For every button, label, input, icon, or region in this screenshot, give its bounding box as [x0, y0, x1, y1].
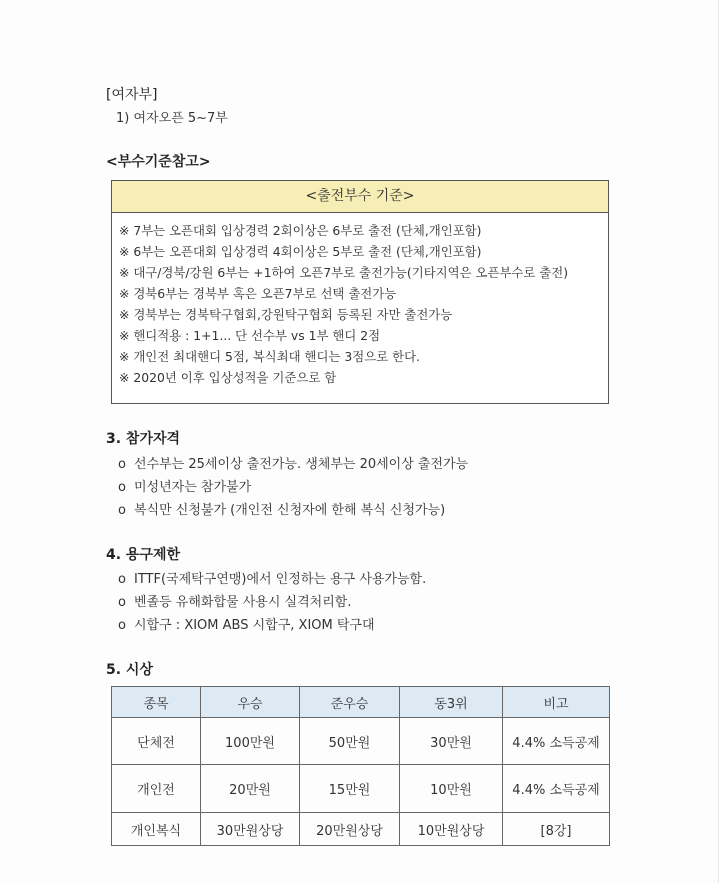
table-cell: 100만원 — [201, 718, 300, 765]
criteria-list — [112, 213, 608, 388]
table-cell: 30만원 — [400, 718, 503, 765]
table-cell: 4.4% 소득공제 — [503, 718, 610, 765]
equipment-item — [118, 614, 375, 633]
table-cell: 20만원 — [201, 765, 300, 813]
division-criteria-box — [111, 180, 609, 404]
table-cell: [8강] — [503, 813, 610, 846]
equipment-text: 벤졸등 유해화합물 사용시 실격처리함. — [134, 595, 352, 610]
table-row — [112, 813, 610, 846]
criteria-row: ※ 경북부는 경북탁구협회,강원탁구협회 등록된 자만 출전가능 — [119, 307, 453, 322]
table-row — [112, 718, 610, 765]
criteria-row: ※ 7부는 오픈대회 입상경력 2회이상은 6부로 출전 (단체,개인포함) — [119, 223, 482, 238]
criteria-box-title: <출전부수 기준> — [112, 181, 608, 213]
equipment-text: 시합구 : XIOM ABS 시합구, XIOM 탁구대 — [134, 618, 375, 633]
table-cell: 20만원상당 — [300, 813, 400, 846]
awards-table — [111, 686, 610, 846]
criteria-row: ※ 개인전 최대핸디 5점, 복식최대 핸디는 3점으로 한다. — [119, 349, 420, 364]
equipment-heading: 4. 용구제한 — [106, 547, 181, 563]
table-cell: 10만원상당 — [400, 813, 503, 846]
eligibility-item — [118, 499, 445, 518]
awards-heading: 5. 시상 — [106, 662, 153, 678]
table-cell: 개인전 — [112, 765, 201, 813]
table-cell: 10만원 — [400, 765, 503, 813]
equipment-item — [118, 591, 351, 610]
column-header: 비고 — [503, 687, 610, 718]
column-header: 종목 — [112, 687, 201, 718]
table-cell: 단체전 — [112, 718, 201, 765]
column-header: 우승 — [201, 687, 300, 718]
criteria-row: ※ 6부는 오픈대회 입상경력 4회이상은 5부로 출전 (단체,개인포함) — [119, 244, 482, 259]
table-header-row — [112, 687, 610, 718]
table-cell: 30만원상당 — [201, 813, 300, 846]
table-cell: 개인복식 — [112, 813, 201, 846]
bullet-marker: o — [118, 503, 126, 518]
table-cell: 50만원 — [300, 718, 400, 765]
criteria-row: ※ 경북6부는 경북부 혹은 오픈7부로 선택 출전가능 — [119, 286, 397, 301]
eligibility-item — [118, 476, 251, 495]
eligibility-text: 복식만 신청불가 (개인전 신청자에 한해 복식 신청가능) — [134, 503, 446, 518]
bullet-marker: o — [118, 457, 126, 472]
column-header: 준우승 — [300, 687, 400, 718]
table-row — [112, 765, 610, 813]
bullet-marker: o — [118, 480, 126, 495]
table-cell: 15만원 — [300, 765, 400, 813]
bullet-marker: o — [118, 618, 126, 633]
criteria-row: ※ 2020년 이후 입상성적을 기준으로 함 — [119, 370, 337, 385]
equipment-item — [118, 568, 426, 587]
column-header: 동3위 — [400, 687, 503, 718]
criteria-row: ※ 대구/경북/강원 6부는 +1하여 오픈7부로 출전가능(기타지역은 오픈부수로 출전) — [119, 265, 569, 280]
eligibility-text: 선수부는 25세이상 출전가능. 생체부는 20세이상 출전가능 — [134, 457, 469, 472]
criteria-row: ※ 핸디적용 : 1+1... 단 선수부 vs 1부 핸디 2점 — [119, 328, 381, 343]
bullet-marker: o — [118, 595, 126, 610]
eligibility-item — [118, 453, 468, 472]
eligibility-heading: 3. 참가자격 — [106, 431, 181, 447]
women-item: 1) 여자오픈 5~7부 — [116, 111, 228, 126]
table-cell: 4.4% 소득공제 — [503, 765, 610, 813]
women-heading: [여자부] — [106, 87, 158, 103]
eligibility-text: 미성년자는 참가불가 — [134, 480, 252, 495]
division-ref-heading: <부수기준참고> — [106, 154, 211, 170]
bullet-marker: o — [118, 572, 126, 587]
equipment-text: ITTF(국제탁구연맹)에서 인정하는 용구 사용가능함. — [134, 572, 427, 587]
